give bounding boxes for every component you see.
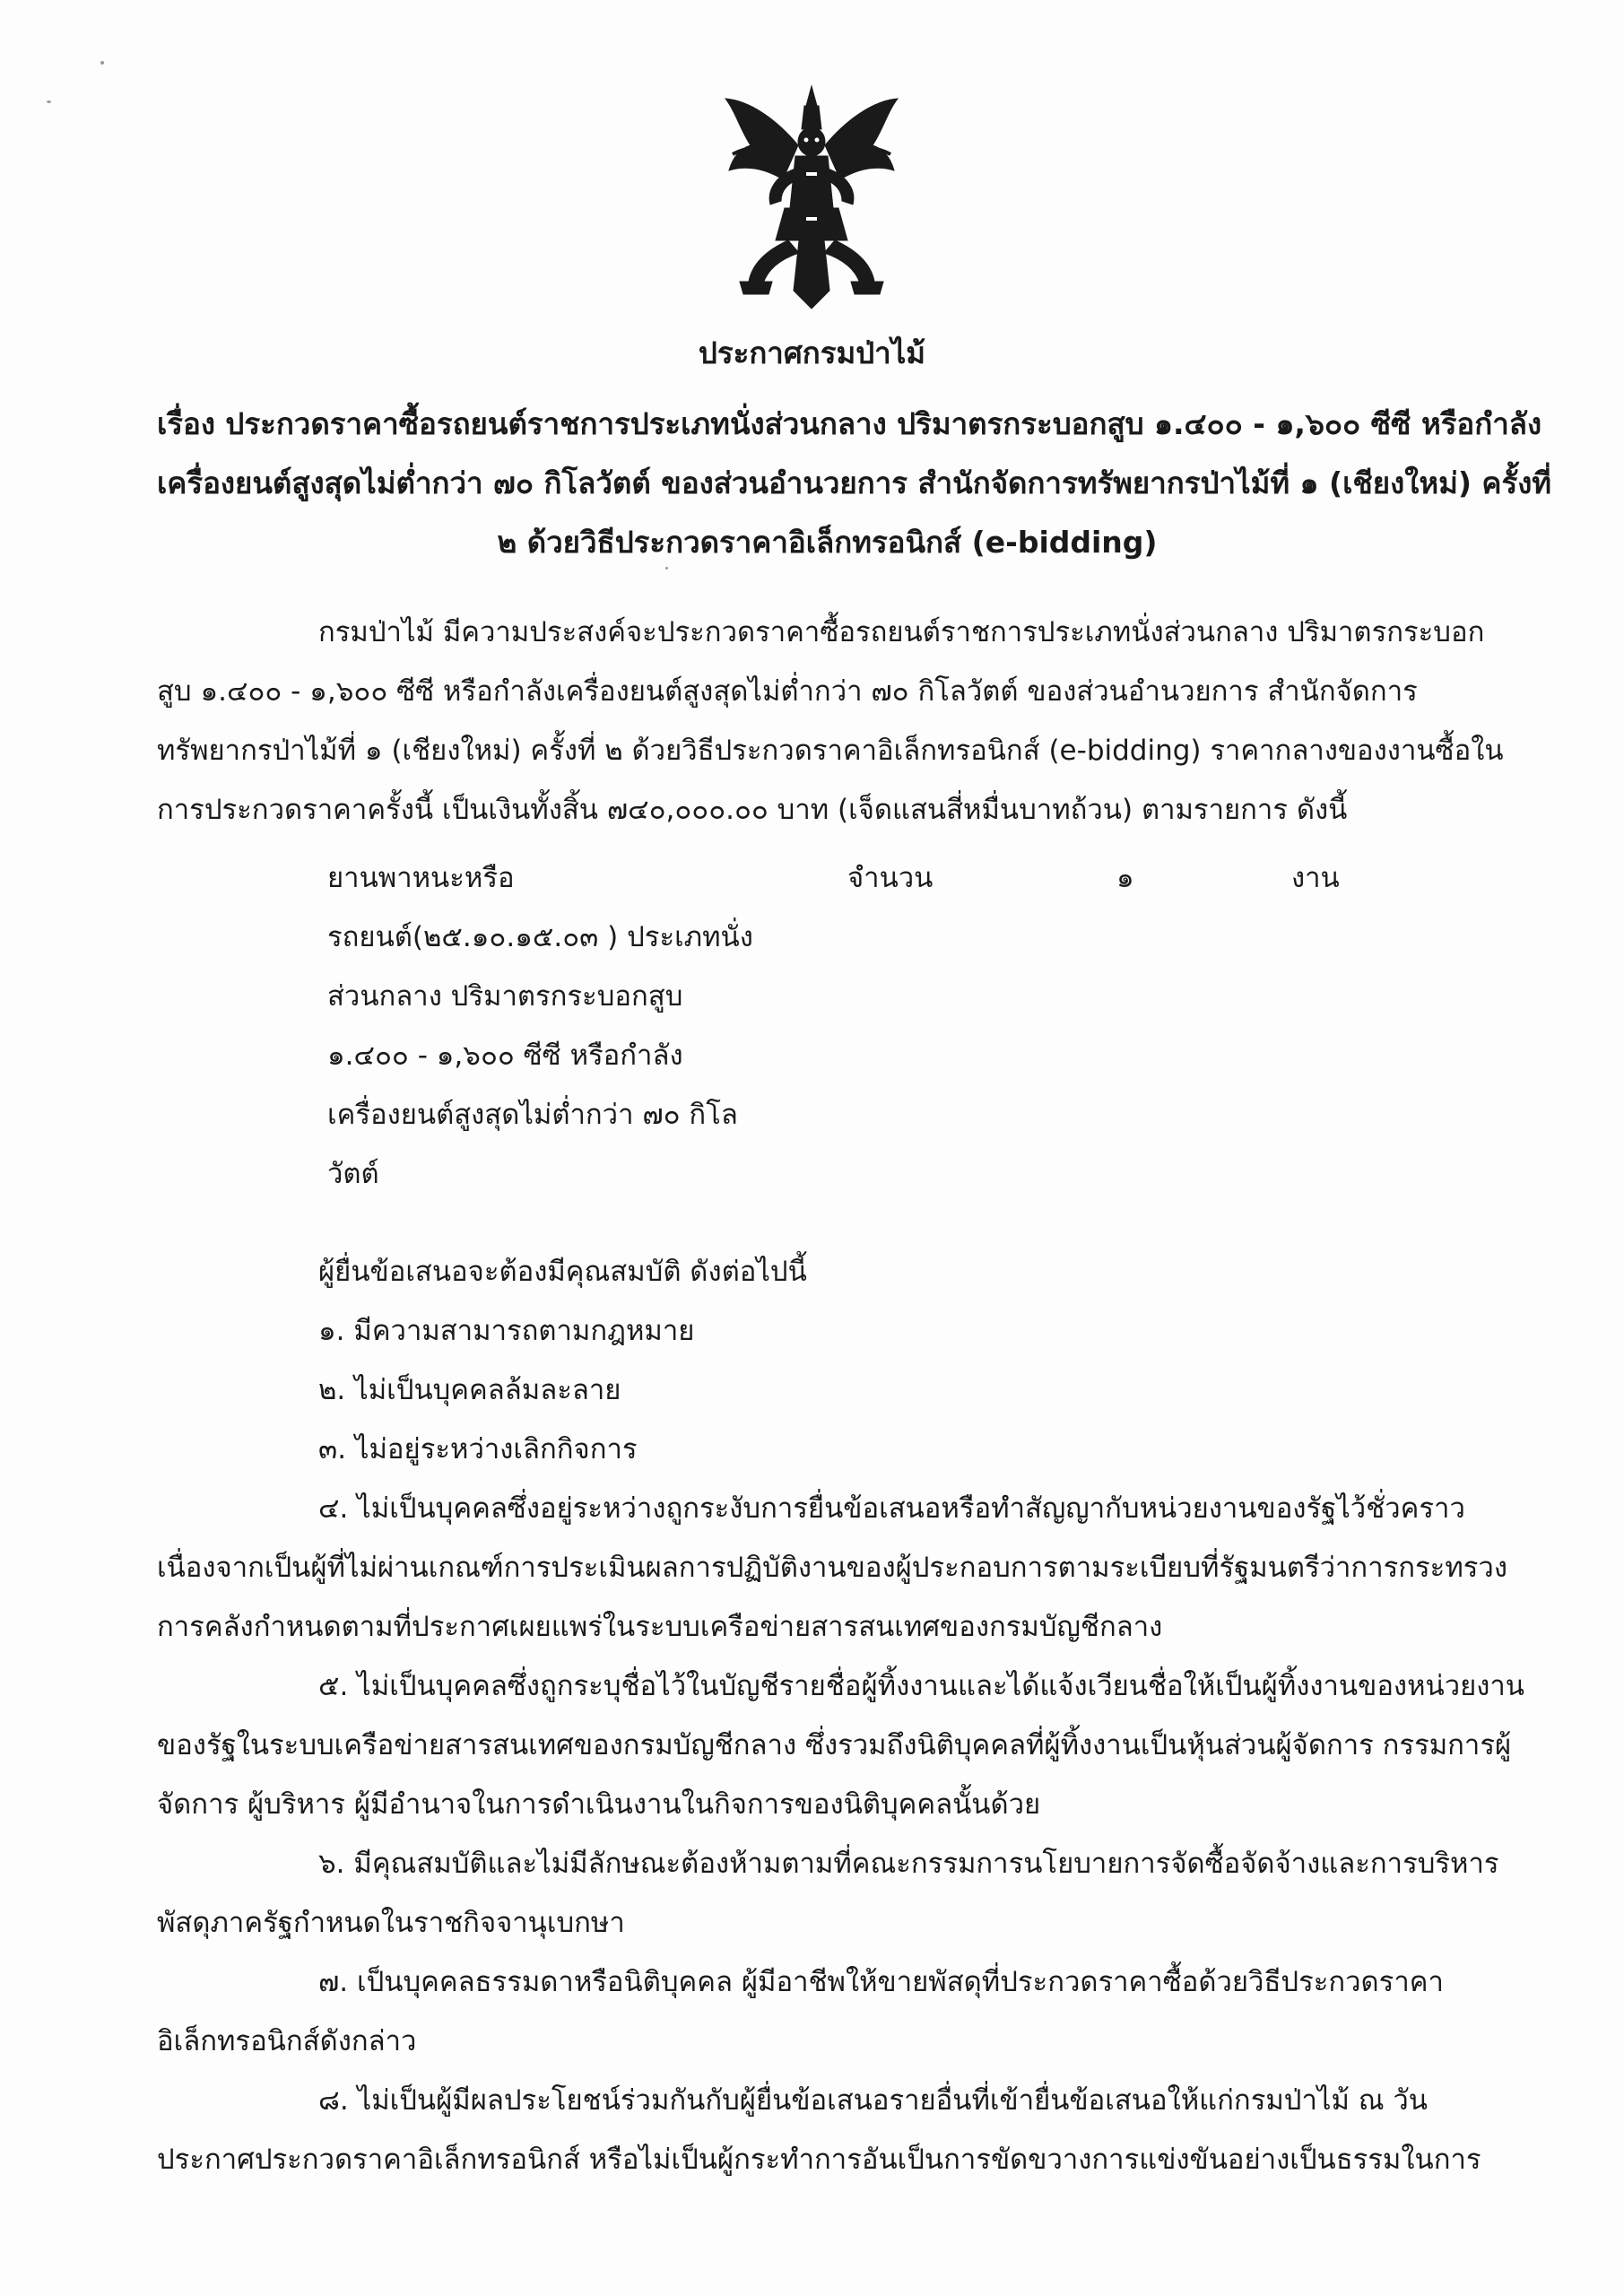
qualification-item: ๔. ไม่เป็นบุคคลซึ่งอยู่ระหว่างถูกระงับการยื่นข้อเสนอหรือทำสัญญากับหน่วยงานของรัฐไว้ชั่วคราว [318, 1492, 1465, 1525]
qualification-item: ๕. ไม่เป็นบุคคลซึ่งถูกระบุชื่อไว้ในบัญชีรายชื่อผู้ทิ้งงานและได้แจ้งเวียนชื่อให้เป็นผู้ทิ้งงานของหน่วยงาน [318, 1670, 1525, 1702]
subject-line: ๒ ด้วยวิธีประกวดราคาอิเล็กทรอนิกส์ (e-bidding) [497, 525, 1158, 560]
document-subject [157, 395, 1552, 572]
item-description-line: เครื่องยนต์สูงสุดไม่ต่ำกว่า ๗๐ กิโล [327, 1099, 738, 1131]
qualification-item: ๗. เป็นบุคคลธรรมดาหรือนิติบุคคล ผู้มีอาชีพให้ขายพัสดุที่ประกวดราคาซื้อด้วยวิธีประกวดราคา [318, 1966, 1444, 1998]
item-quantity-label: จำนวน [847, 862, 934, 894]
intro-line: สูบ ๑.๔๐๐ - ๑,๖๐๐ ซีซี หรือกำลังเครื่องยนต์สูงสุดไม่ต่ำกว่า ๗๐ กิโลวัตต์ ของส่วนอำนวยการ สำนักจัดการ [157, 675, 1418, 708]
qualifications-section [157, 1242, 1525, 2189]
item-quantity: ๑ [1116, 862, 1134, 894]
qualification-item-continued: จัดการ ผู้บริหาร ผู้มีอำนาจในการดำเนินงานในกิจการของนิติบุคคลนั้นด้วย [157, 1788, 1041, 1821]
qualification-item-continued: การคลังกำหนดตามที่ประกาศเผยแพร่ในระบบเครือข่ายสารสนเทศของกรมบัญชีกลาง [157, 1611, 1163, 1643]
item-unit: งาน [1291, 862, 1340, 894]
intro-line: ทรัพยากรป่าไม้ที่ ๑ (เชียงใหม่) ครั้งที่ ๒ ด้วยวิธีประกวดราคาอิเล็กทรอนิกส์ (e-bidding) ราคากลางของงานซื้อใน [157, 735, 1504, 767]
item-description-line: รถยนต์(๒๕.๑๐.๑๕.๐๓ ) ประเภทนั่ง [327, 921, 753, 953]
qualification-item-continued: พัสดุภาครัฐกำหนดในราชกิจจานุเบกษา [157, 1907, 625, 1939]
subject-line: เครื่องยนต์สูงสุดไม่ต่ำกว่า ๗๐ กิโลวัตต์ ของส่วนอำนวยการ สำนักจัดการทรัพยากรป่าไม้ที่ ๑ (เชียงใหม่) ครั้งที่ [157, 465, 1552, 500]
document-title: ประกาศกรมป่าไม้ [698, 335, 926, 370]
item-description [327, 848, 829, 1204]
qualification-item: ๖. มีคุณสมบัติและไม่มีลักษณะต้องห้ามตามที่คณะกรรมการนโยบายการจัดซื้อจัดจ้างและการบริหาร [318, 1848, 1499, 1880]
scan-speck [100, 61, 104, 65]
item-description-line: ยานพาหนะหรือ [327, 862, 515, 894]
intro-line: กรมป่าไม้ มีความประสงค์จะประกวดราคาซื้อรถยนต์ราชการประเภทนั่งส่วนกลาง ปริมาตรกระบอก [318, 616, 1485, 648]
qualification-item: ๘. ไม่เป็นผู้มีผลประโยชน์ร่วมกันกับผู้ยื่นข้อเสนอรายอื่นที่เข้ายื่นข้อเสนอให้แก่กรมป่าไม้ ณ วัน [318, 2084, 1428, 2117]
qualification-item-continued: เนื่องจากเป็นผู้ที่ไม่ผ่านเกณฑ์การประเมินผลการปฏิบัติงานของผู้ประกอบการตามระเบียบที่รัฐมนตรีว่าการกระทรวง [157, 1552, 1507, 1584]
intro-paragraph [157, 603, 1504, 839]
qualification-item: ๑. มีความสามารถตามกฎหมาย [318, 1315, 695, 1347]
subject-line: เรื่อง ประกวดราคาซื้อรถยนต์ราชการประเภทนั่งส่วนกลาง ปริมาตรกระบอกสูบ ๑.๔๐๐ - ๑,๖๐๐ ซีซี หรือกำลัง [157, 406, 1542, 441]
garuda-emblem-icon [713, 83, 910, 316]
item-description-line: ๑.๔๐๐ - ๑,๖๐๐ ซีซี หรือกำลัง [327, 1039, 683, 1072]
item-description-line: ส่วนกลาง ปริมาตรกระบอกสูบ [327, 980, 683, 1013]
scan-speck [665, 567, 668, 570]
intro-line: การประกวดราคาครั้งนี้ เป็นเงินทั้งสิ้น ๗๔๐,๐๐๐.๐๐ บาท (เจ็ดแสนสี่หมื่นบาทถ้วน) ตามรายการ ดังนี้ [157, 794, 1348, 826]
qualification-item-continued: ของรัฐในระบบเครือข่ายสารสนเทศของกรมบัญชีกลาง ซึ่งรวมถึงนิติบุคคลที่ผู้ทิ้งงานเป็นหุ้นส่วนผู้จัดการ กรรมการผู้ [157, 1729, 1512, 1761]
qualifications-heading: ผู้ยื่นข้อเสนอจะต้องมีคุณสมบัติ ดังต่อไปนี้ [318, 1256, 807, 1288]
scan-speck [47, 100, 51, 103]
qualification-item: ๓. ไม่อยู่ระหว่างเลิกกิจการ [318, 1433, 638, 1465]
item-description-line: วัตต์ [327, 1158, 379, 1190]
qualification-item-continued: อิเล็กทรอนิกส์ดังกล่าว [157, 2025, 417, 2057]
qualification-item: ๒. ไม่เป็นบุคคลล้มละลาย [318, 1374, 621, 1406]
qualification-item-continued: ประกาศประกวดราคาอิเล็กทรอนิกส์ หรือไม่เป็นผู้กระทำการอันเป็นการขัดขวางการแข่งขันอย่างเป็นธรรมในการ [157, 2144, 1481, 2176]
